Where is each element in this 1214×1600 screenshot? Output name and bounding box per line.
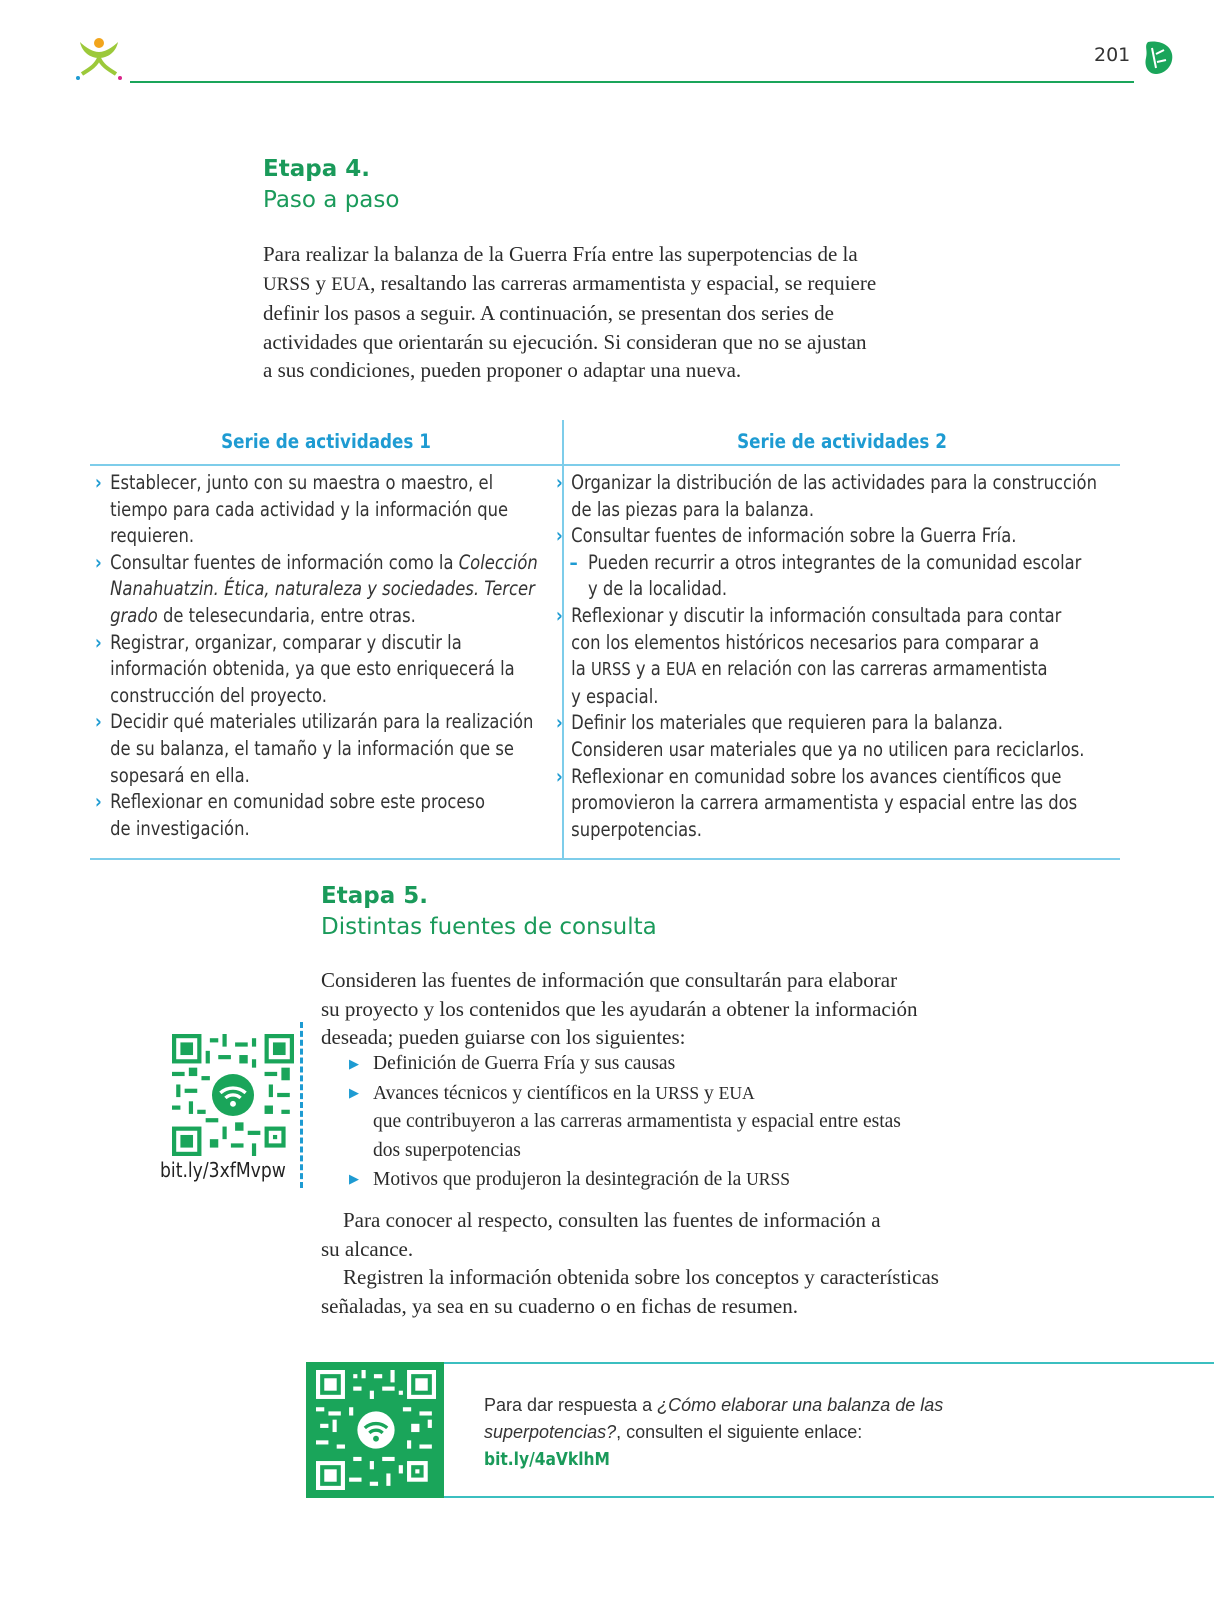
list-item: › Decidir qué materiales utilizarán para la realización xyxy=(90,709,581,736)
list-item: › Registrar, organizar, comparar y discutir la xyxy=(90,630,581,657)
etapa5-subtitle: Distintas fuentes de consulta xyxy=(321,914,657,940)
etapa5-closing: Para conocer al respecto, consulten las fuentes de información a su alcance. Registren la información obtenida sobre los conceptos y características señaladas, ya sea en su cuaderno o en fichas de resumen. xyxy=(321,1208,939,1318)
page-number: 201 xyxy=(1094,44,1131,66)
list-item: › Reflexionar en comunidad sobre los avances científicos que xyxy=(551,764,1042,791)
list-item: ▶ Motivos que produjeron la desintegración de la URSS xyxy=(321,1165,1021,1195)
table-header-rule xyxy=(90,464,1120,466)
box-qr-panel xyxy=(306,1362,444,1498)
list-item: ▶ Avances técnicos y científicos en la URSS y EUA xyxy=(321,1079,1021,1109)
activities-table xyxy=(90,420,1120,860)
list-item: › Consultar fuentes de información como la Colección xyxy=(90,550,581,577)
header-rule xyxy=(130,81,1134,83)
etapa5-topics-list: ▶ Definición de Guerra Fría y sus causas ▶ Avances técnicos y científicos en la URSS y EUA que contribuyeron a las carreras armamentista y espacial entre estas dos superpotencias ▶ Motivos que produjeron la desintegración de la URSS xyxy=(321,1050,1021,1195)
etapa5-intro: Consideren las fuentes de información que consultarán para elaborar su proyecto y los contenidos que les ayudarán a obtener la información deseada; pueden guiarse con los siguientes: xyxy=(321,968,918,1049)
activities-list-1: › Establecer, junto con su maestra o maestro, el tiempo para cada actividad y la información que requieren. › Consultar fuentes de información como la Colección Nanahuatzin. Ética, naturaleza y sociedades. Tercer grado de telesecundaria, entre otras. › Registrar, organizar, comparar y discutir la información obtenida, ya que esto enriquecerá la construcción del proyecto. › Decidir qué materiales utilizarán para la realización de su balanza, el tamaño y la información que se sopesará en ella. › Reflexionar en comunidad sobre este proceso de investigación. xyxy=(90,470,674,842)
qr-code-icon[interactable] xyxy=(316,1370,436,1490)
list-item: › Establecer, junto con su maestra o maestro, el xyxy=(90,470,581,497)
sub-list-item: – Pueden recurrir a otros integrantes de la comunidad escolar xyxy=(551,550,1058,577)
qr-code-icon[interactable] xyxy=(172,1034,294,1156)
col2-header: Serie de actividades 2 xyxy=(737,430,947,453)
green-leaf-icon xyxy=(1142,38,1176,78)
list-item: ▶ Definición de Guerra Fría y sus causas xyxy=(321,1050,1021,1079)
list-item: › Reflexionar en comunidad sobre este proceso xyxy=(90,789,581,816)
activities-list-2: › Organizar la distribución de las actividades para la construcción de las piezas para la balanza. › Consultar fuentes de información sobre la Guerra Fría. – Pueden recurrir a otros integrantes de la comunidad escolar y de la localidad. › Reflexionar y discutir la información consultada para contar con los elementos históricos necesarios para comparar a la URSS y a EUA en relación con las carreras armamentista y espacial. › Definir los materiales que requieren para la balanza. Consideren usar materiales que ya no utilicen para reciclarlos. › Reflexionar en comunidad sobre los avances científicos que promovieron la carrera armamentista y espacial entre las dos superpotencias. xyxy=(551,470,1155,843)
col1-header: Serie de actividades 1 xyxy=(221,430,431,453)
list-item: › Consultar fuentes de información sobre la Guerra Fría. xyxy=(551,523,1042,550)
list-item: › Reflexionar y discutir la información consultada para contar xyxy=(551,603,1042,630)
list-item: › Organizar la distribución de las actividades para la construcción xyxy=(551,470,1042,497)
sprout-figure-icon xyxy=(74,34,124,84)
qr-url-label[interactable]: bit.ly/3xfMvpw xyxy=(160,1158,286,1182)
etapa4-paragraph: Para realizar la balanza de la Guerra Fría entre las superpotencias de la URSS y EUA, resaltando las carreras armamentista y espacial, se requiere definir los pasos a seguir. A continuación, se presentan dos series de actividades que orientarán su ejecución. Si consideran que no se ajustan a sus condiciones, pueden proponer o adaptar una nueva. xyxy=(263,242,877,382)
box-link[interactable]: bit.ly/4aVklhM xyxy=(484,1449,610,1470)
etapa4-subtitle: Paso a paso xyxy=(263,187,400,213)
box-text: Para dar respuesta a ¿Cómo elaborar una balanza de las superpotencias?, consulten el siguiente enlace: bit.ly/4aVklhM xyxy=(484,1392,943,1473)
table-bottom-rule xyxy=(90,858,1120,860)
list-item: › Definir los materiales que requieren para la balanza. xyxy=(551,710,1042,737)
etapa4-title: Etapa 4. xyxy=(263,156,370,182)
dashed-divider xyxy=(300,1022,303,1188)
etapa5-title: Etapa 5. xyxy=(321,883,428,909)
